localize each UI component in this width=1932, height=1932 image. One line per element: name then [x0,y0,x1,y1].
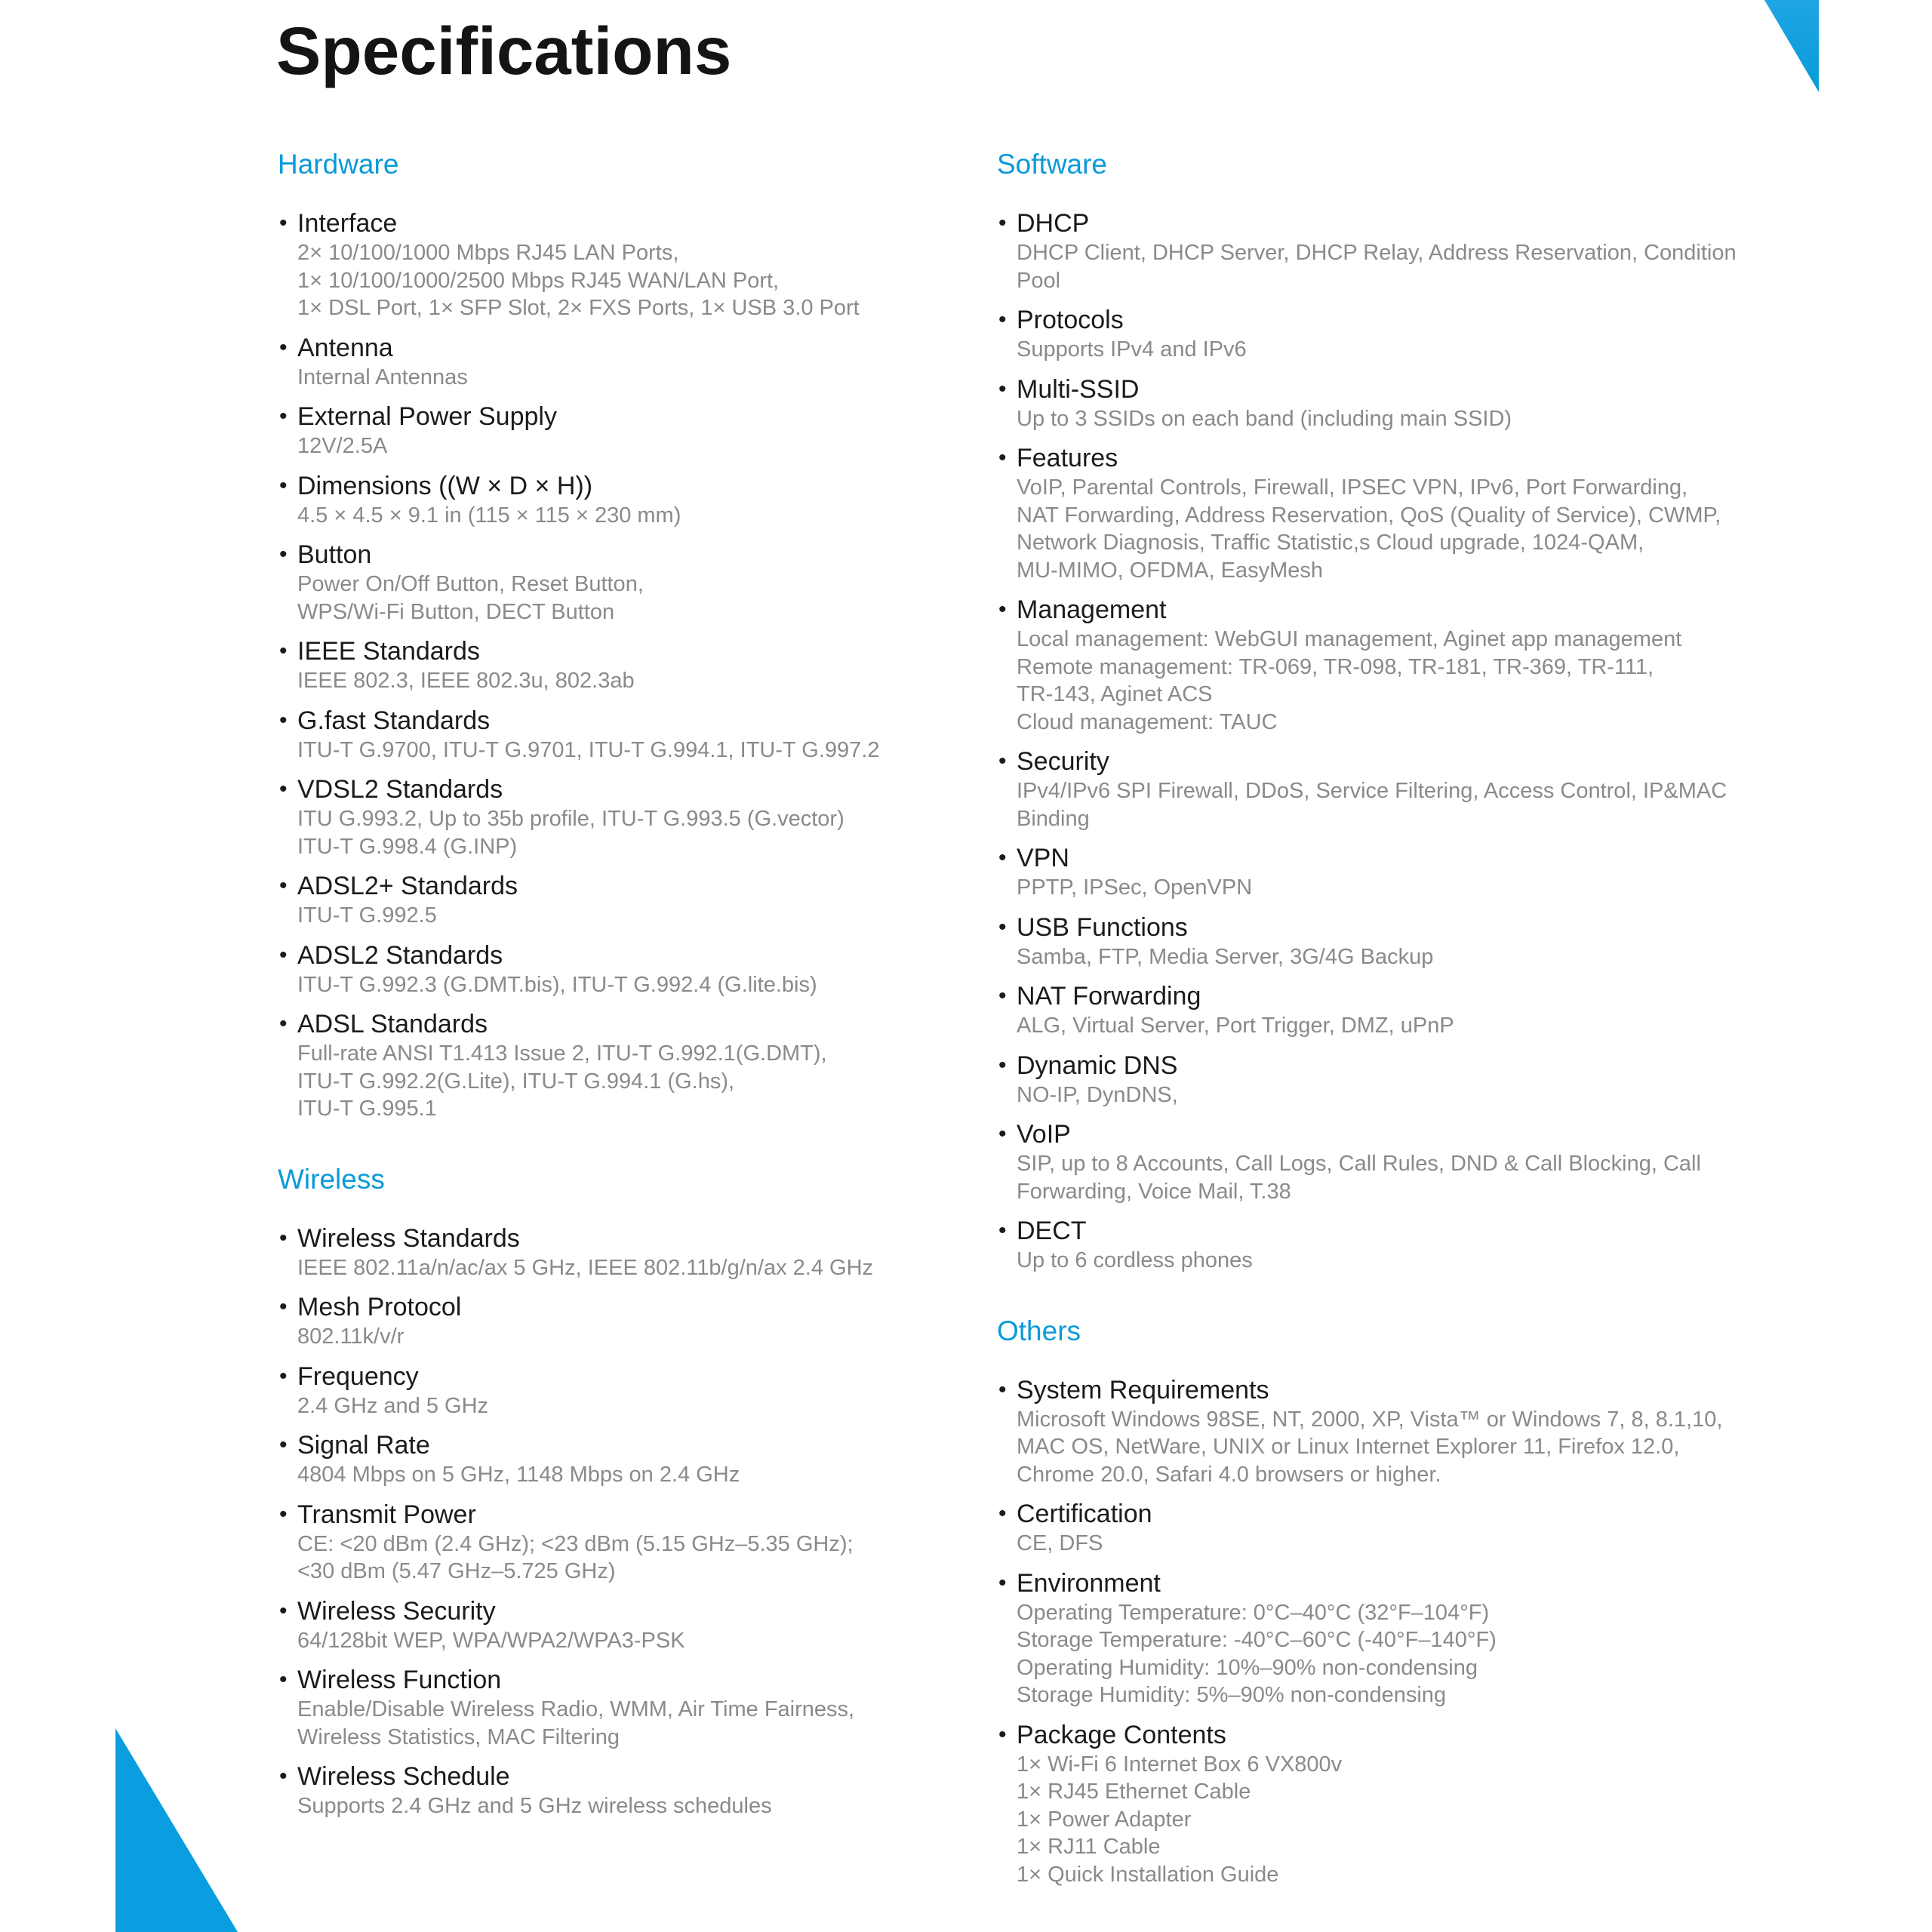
spec-detail-line: Internal Antennas [297,365,468,389]
bullet-icon: • [998,307,1007,332]
spec-item-interface [278,208,942,322]
spec-detail-line: Up to 3 SSIDs on each band (including main SSID) [1017,406,1512,431]
bullet-icon: • [998,1501,1007,1526]
spec-label-text: Signal Rate [297,1431,430,1460]
bullet-icon: • [998,597,1007,622]
spec-item-dimensions-w-d-h [278,470,942,530]
spec-label-text: VPN [1017,844,1069,872]
bullet-icon: • [279,1501,288,1527]
spec-label [278,332,942,364]
spec-detail-line: Enable/Disable Wireless Radio, WMM, Air Time Fairness, [297,1697,855,1721]
spec-detail-line: <30 dBm (5.47 GHz–5.725 GHz) [297,1559,616,1583]
bullet-icon: • [279,1363,288,1389]
bullet-icon: • [998,983,1007,1008]
spec-detail-line: 1× RJ11 Cable [1017,1835,1161,1859]
spec-detail-line: 2.4 GHz and 5 GHz [297,1393,489,1418]
spec-detail-line: ITU-T G.998.4 (G.INP) [297,834,518,859]
spec-detail-line: MU-MIMO, OFDMA, EasyMesh [1017,558,1324,583]
spec-detail-line: TR-143, Aginet ACS [1017,682,1213,706]
spec-label-text: Protocols [1017,306,1124,334]
bullet-icon: • [998,376,1007,401]
spec-item-features [997,442,1752,584]
spec-label [278,1429,942,1461]
spec-detail-line: ITU-T G.992.3 (G.DMT.bis), ITU-T G.992.4 (G.lite.bis) [297,972,817,997]
right-column [997,143,1752,1898]
bullet-icon: • [279,542,288,567]
spec-list [278,1223,942,1820]
spec-label [997,374,1752,405]
spec-label [278,1499,942,1531]
spec-detail-line: Power On/Off Button, Reset Button, [297,572,644,596]
spec-label [997,1215,1752,1247]
spec-item-dect [997,1215,1752,1275]
spec-item-signal-rate [278,1429,942,1489]
spec-detail-line: ITU G.993.2, Up to 35b profile, ITU-T G.993.5 (G.vector) [297,807,844,831]
spec-label-text: Dimensions ((W × D × H)) [297,471,593,500]
spec-label-text: Certification [1017,1500,1152,1528]
spec-label-text: Environment [1017,1568,1161,1598]
bullet-icon: • [279,942,288,968]
spec-label-text: Wireless Function [297,1666,502,1694]
spec-item-usb-functions [997,912,1752,971]
spec-label [997,746,1752,777]
spec-label [997,980,1752,1012]
spec-label [278,1361,942,1392]
spec-detail-line: 12V/2.5A [297,434,388,458]
spec-item-vdsl2-standards [278,774,942,860]
section-title: Wireless [278,1163,385,1195]
spec-label [997,1498,1752,1530]
spec-label [997,1374,1752,1406]
top-corner-triangle [1764,0,1819,92]
bullet-icon: • [279,1667,288,1692]
bullet-icon: • [279,638,288,663]
spec-label-text: IEEE Standards [297,637,480,666]
spec-label [278,1761,942,1792]
spec-label-text: DHCP [1017,209,1090,238]
spec-label-text: Wireless Security [297,1596,496,1626]
spec-detail-line: MAC OS, NetWare, UNIX or Linux Internet Explorer 11, Firefox 12.0, [1017,1435,1680,1459]
bullet-icon: • [998,914,1007,940]
spec-item-wireless-function [278,1664,942,1751]
spec-item-g-fast-standards [278,705,942,764]
bullet-icon: • [998,1052,1007,1078]
bullet-icon: • [998,211,1007,235]
bullet-icon: • [279,404,288,429]
spec-label [278,705,942,737]
spec-label-text: Frequency [297,1361,419,1391]
spec-item-dhcp [997,208,1752,294]
spec-detail-line: Local management: WebGUI management, Aginet app management [1017,627,1682,651]
spec-detail-line: 4804 Mbps on 5 GHz, 1148 Mbps on 2.4 GHz [297,1463,740,1487]
spec-item-antenna [278,332,942,392]
spec-detail-line: 1× DSL Port, 1× SFP Slot, 2× FXS Ports, 1× USB 3.0 Port [297,296,860,320]
spec-label-text: Interface [297,209,398,238]
spec-detail-line: 802.11k/v/r [297,1324,405,1349]
spec-label [278,870,942,902]
spec-label-text: Transmit Power [297,1500,476,1529]
spec-label-text: G.fast Standards [297,706,491,735]
section-others [997,1310,1752,1889]
spec-item-vpn [997,842,1752,902]
spec-label-text: Dynamic DNS [1017,1051,1178,1080]
spec-item-nat-forwarding [997,980,1752,1040]
spec-detail-line: Microsoft Windows 98SE, NT, 2000, XP, Vista™ or Windows 7, 8, 8.1,10, [1017,1407,1723,1432]
spec-detail-line: DHCP Client, DHCP Server, DHCP Relay, Address Reservation, Condition [1017,241,1737,265]
spec-label [997,1719,1752,1751]
spec-label-text: Button [297,540,372,569]
spec-detail-line: 2× 10/100/1000 Mbps RJ45 LAN Ports, [297,241,679,265]
spec-item-security [997,746,1752,832]
spec-item-external-power-supply [278,401,942,460]
section-title: Hardware [278,149,399,180]
section-title: Others [997,1315,1081,1346]
spec-label [997,1567,1752,1599]
spec-item-ieee-standards [278,635,942,695]
spec-detail-line: NAT Forwarding, Address Reservation, QoS (Quality of Service), CWMP, [1017,503,1721,528]
spec-item-button [278,539,942,626]
spec-detail-line: 1× RJ45 Ethernet Cable [1017,1780,1251,1804]
spec-label-text: Package Contents [1017,1720,1226,1749]
section-software [997,143,1752,1275]
spec-label [278,1291,942,1323]
left-column [278,143,942,1830]
bullet-icon: • [998,1218,1007,1243]
spec-label [278,1595,942,1627]
spec-label-text: System Requirements [1017,1375,1269,1404]
spec-list [997,208,1752,1275]
bullet-icon: • [998,1570,1007,1595]
bullet-icon: • [279,1225,288,1251]
spec-label [278,940,942,971]
bullet-icon: • [998,445,1007,470]
spec-detail-line: SIP, up to 8 Accounts, Call Logs, Call Rules, DND & Call Blocking, Call [1017,1152,1701,1176]
spec-label [278,539,942,571]
spec-item-mesh-protocol [278,1291,942,1351]
spec-label [997,594,1752,626]
spec-detail-line: Up to 6 cordless phones [1017,1248,1253,1272]
spec-detail-line: VoIP, Parental Controls, Firewall, IPSEC VPN, IPv6, Port Forwarding, [1017,475,1688,500]
spec-detail-line: Forwarding, Voice Mail, T.38 [1017,1179,1291,1204]
spec-item-adsl2-standards [278,870,942,930]
spec-detail-line: IPv4/IPv6 SPI Firewall, DDoS, Service Filtering, Access Control, IP&MAC [1017,779,1727,803]
spec-label-text: ADSL2 Standards [297,940,503,970]
spec-detail-line: Remote management: TR-069, TR-098, TR-181, TR-369, TR-111, [1017,654,1654,679]
spec-detail-line: Chrome 20.0, Safari 4.0 browsers or higher. [1017,1462,1441,1487]
spec-label [997,1118,1752,1150]
spec-label [997,304,1752,336]
bullet-icon: • [998,749,1007,774]
section-wireless [278,1158,942,1820]
spec-label-text: ADSL Standards [297,1010,488,1038]
spec-detail-line: Supports 2.4 GHz and 5 GHz wireless schedules [297,1794,772,1818]
spec-detail-line: NO-IP, DynDNS, [1017,1082,1178,1107]
spec-detail-line: ITU-T G.995.1 [297,1097,437,1121]
spec-item-package-contents [997,1719,1752,1889]
spec-label-text: Features [1017,444,1118,472]
spec-detail-line: Storage Humidity: 5%–90% non-condensing [1017,1683,1447,1707]
spec-list [997,1374,1752,1889]
spec-label [278,208,942,239]
spec-item-adsl2-standards [278,940,942,999]
spec-detail-line: ALG, Virtual Server, Port Trigger, DMZ, uPnP [1017,1014,1454,1038]
bullet-icon: • [998,845,1007,870]
bullet-icon: • [279,334,288,360]
bullet-icon: • [998,1121,1007,1146]
spec-detail-line: PPTP, IPSec, OpenVPN [1017,875,1253,900]
spec-label-text: Wireless Schedule [297,1762,510,1791]
spec-detail-line: Operating Humidity: 10%–90% non-condensing [1017,1655,1478,1680]
spec-detail-line: Operating Temperature: 0°C–40°C (32°F–104°F) [1017,1600,1490,1625]
bullet-icon: • [998,1721,1007,1747]
spec-label-text: Management [1017,595,1167,624]
bullet-icon: • [998,1377,1007,1402]
bullet-icon: • [279,1432,288,1457]
spec-label-text: Mesh Protocol [297,1293,462,1321]
spec-label [278,635,942,667]
spec-item-multi-ssid [997,374,1752,433]
bullet-icon: • [279,1011,288,1036]
bullet-icon: • [279,1764,288,1789]
bottom-corner-triangle [115,1728,238,1932]
spec-item-protocols [997,304,1752,364]
bullet-icon: • [279,873,288,898]
spec-detail-line: CE: <20 dBm (2.4 GHz); <23 dBm (5.15 GHz–5.35 GHz); [297,1531,854,1556]
spec-detail-line: 1× Power Adapter [1017,1807,1192,1832]
spec-detail-line: 1× Wi-Fi 6 Internet Box 6 VX800v [1017,1752,1343,1777]
spec-label [278,401,942,432]
section-title: Software [997,149,1108,180]
spec-list [278,208,942,1123]
spec-detail-line: Pool [1017,268,1061,293]
spec-label-text: Multi-SSID [1017,374,1140,404]
spec-label [997,912,1752,943]
spec-detail-line: Network Diagnosis, Traffic Statistic,s Cloud upgrade, 1024-QAM, [1017,531,1644,555]
spec-detail-line: Storage Temperature: -40°C–60°C (-40°F–140°F) [1017,1628,1497,1652]
bullet-icon: • [279,1294,288,1319]
section-hardware [278,143,942,1123]
spec-label [278,1223,942,1254]
spec-label [278,1008,942,1040]
spec-label [278,470,942,502]
spec-detail-line: ITU-T G.992.5 [297,903,437,928]
spec-item-wireless-security [278,1595,942,1655]
spec-detail-line: IEEE 802.11a/n/ac/ax 5 GHz, IEEE 802.11b/g/n/ax 2.4 GHz [297,1255,874,1280]
spec-label-text: USB Functions [1017,912,1188,942]
spec-label [278,1664,942,1696]
spec-detail-line: CE, DFS [1017,1531,1103,1555]
spec-label [997,208,1752,239]
spec-detail-line: ITU-T G.9700, ITU-T G.9701, ITU-T G.994.1, ITU-T G.997.2 [297,737,880,762]
spec-item-environment [997,1567,1752,1709]
spec-detail-line: 4.5 × 4.5 × 9.1 in (115 × 115 × 230 mm) [297,503,681,528]
spec-item-wireless-schedule [278,1761,942,1820]
bullet-icon: • [279,707,288,733]
spec-item-system-requirements [997,1374,1752,1489]
spec-label-text: DECT [1017,1217,1087,1245]
spec-detail-line: Binding [1017,806,1090,831]
bullet-icon: • [279,472,288,498]
spec-detail-line: 64/128bit WEP, WPA/WPA2/WPA3-PSK [297,1628,685,1653]
spec-detail-line: ITU-T G.992.2(G.Lite), ITU-T G.994.1 (G.hs), [297,1069,735,1094]
spec-label-text: ADSL2+ Standards [297,872,518,900]
spec-detail-line: Supports IPv4 and IPv6 [1017,337,1247,361]
page-title: Specifications [276,13,732,88]
spec-detail-line: 1× 10/100/1000/2500 Mbps RJ45 WAN/LAN Port, [297,268,780,293]
spec-detail-line: Full-rate ANSI T1.413 Issue 2, ITU-T G.992.1(G.DMT), [297,1041,827,1066]
spec-detail-line: 1× Quick Installation Guide [1017,1862,1279,1887]
spec-label [997,442,1752,474]
spec-item-certification [997,1498,1752,1558]
spec-detail-line: Samba, FTP, Media Server, 3G/4G Backup [1017,944,1434,969]
spec-item-management [997,594,1752,736]
spec-item-frequency [278,1361,942,1420]
spec-label [997,1050,1752,1081]
spec-detail-line: WPS/Wi-Fi Button, DECT Button [297,599,615,624]
spec-label-text: External Power Supply [297,402,557,431]
spec-item-wireless-standards [278,1223,942,1282]
spec-label-text: Security [1017,747,1109,776]
spec-label [278,774,942,805]
spec-detail-line: Cloud management: TAUC [1017,709,1278,734]
bullet-icon: • [279,211,288,235]
bullet-icon: • [279,777,288,801]
spec-label-text: VoIP [1017,1120,1071,1149]
spec-item-dynamic-dns [997,1050,1752,1109]
spec-item-voip [997,1118,1752,1205]
spec-label-text: Wireless Standards [297,1223,520,1253]
spec-detail-line: IEEE 802.3, IEEE 802.3u, 802.3ab [297,669,635,693]
spec-item-transmit-power [278,1499,942,1586]
spec-label-text: VDSL2 Standards [297,775,503,804]
spec-detail-line: Wireless Statistics, MAC Filtering [297,1724,620,1749]
bullet-icon: • [279,1598,288,1623]
spec-label-text: Antenna [297,333,393,362]
spec-label [997,842,1752,874]
spec-item-adsl-standards [278,1008,942,1123]
spec-label-text: NAT Forwarding [1017,982,1201,1011]
